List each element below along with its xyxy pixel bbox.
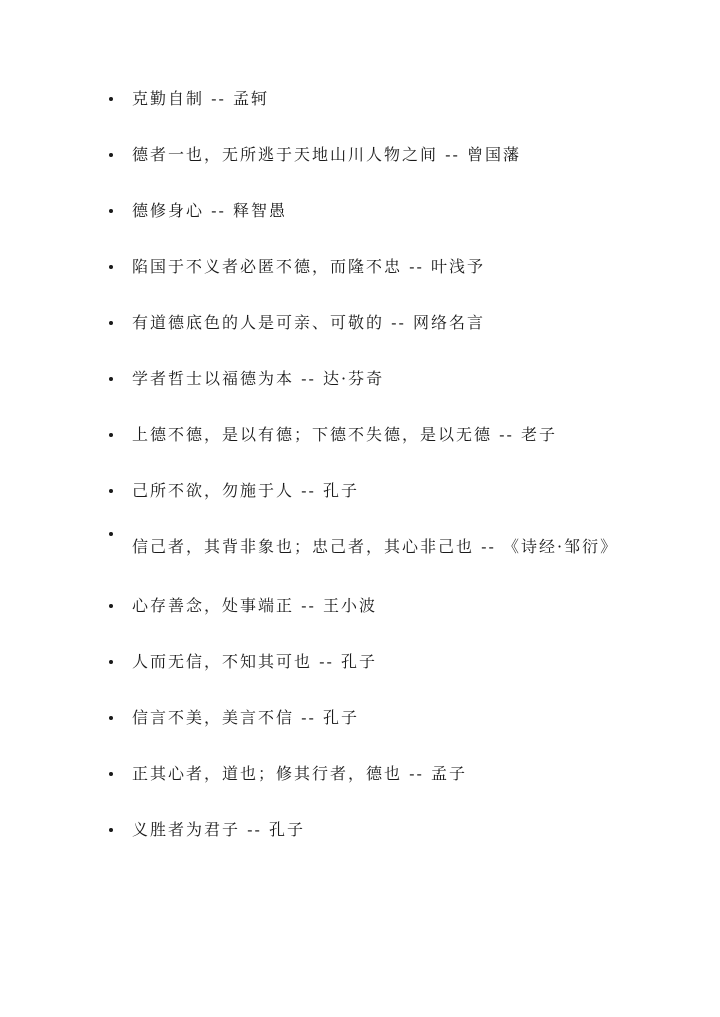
bullet-icon (109, 97, 113, 101)
bullet-icon (109, 604, 113, 608)
list-item (0, 519, 720, 575)
bullet-icon (109, 489, 113, 493)
quote-text: 心存善念，处事端正 -- 王小波 (132, 596, 377, 615)
quote-text: 陷国于不义者必匿不德，而隆不忠 -- 叶浅予 (132, 257, 485, 276)
bullet-icon (109, 532, 113, 536)
list-item (0, 476, 720, 506)
list-item (0, 84, 720, 114)
quote-text: 德者一也，无所逃于天地山川人物之间 -- 曾国藩 (132, 145, 521, 164)
list-item (0, 252, 720, 282)
quote-text: 信己者，其背非象也；忠己者，其心非己也 -- 《诗经·邹衍》 (132, 537, 619, 556)
list-item (0, 759, 720, 789)
bullet-icon (109, 321, 113, 325)
list-item (0, 815, 720, 845)
quote-list (0, 84, 720, 871)
list-item (0, 647, 720, 677)
bullet-icon (109, 377, 113, 381)
quote-text: 学者哲士以福德为本 -- 达·芬奇 (132, 369, 385, 388)
bullet-icon (109, 433, 113, 437)
quote-text: 己所不欲，勿施于人 -- 孔子 (132, 481, 359, 500)
list-item (0, 364, 720, 394)
list-item (0, 420, 720, 450)
quote-text: 克勤自制 -- 孟轲 (132, 89, 269, 108)
bullet-icon (109, 153, 113, 157)
quote-text: 上德不德，是以有德；下德不失德，是以无德 -- 老子 (132, 425, 557, 444)
bullet-icon (109, 265, 113, 269)
quote-text: 有道德底色的人是可亲、可敬的 -- 网络名言 (132, 313, 485, 332)
quote-text: 正其心者，道也；修其行者，德也 -- 孟子 (132, 764, 467, 783)
quote-text: 德修身心 -- 释智愚 (132, 201, 287, 220)
list-item (0, 703, 720, 733)
list-item (0, 196, 720, 226)
list-item (0, 308, 720, 338)
bullet-icon (109, 716, 113, 720)
quote-text: 义胜者为君子 -- 孔子 (132, 820, 305, 839)
quote-text: 信言不美，美言不信 -- 孔子 (132, 708, 359, 727)
list-item (0, 140, 720, 170)
quote-text: 人而无信，不知其可也 -- 孔子 (132, 652, 377, 671)
bullet-icon (109, 660, 113, 664)
bullet-icon (109, 209, 113, 213)
bullet-icon (109, 828, 113, 832)
list-item (0, 591, 720, 621)
bullet-icon (109, 772, 113, 776)
